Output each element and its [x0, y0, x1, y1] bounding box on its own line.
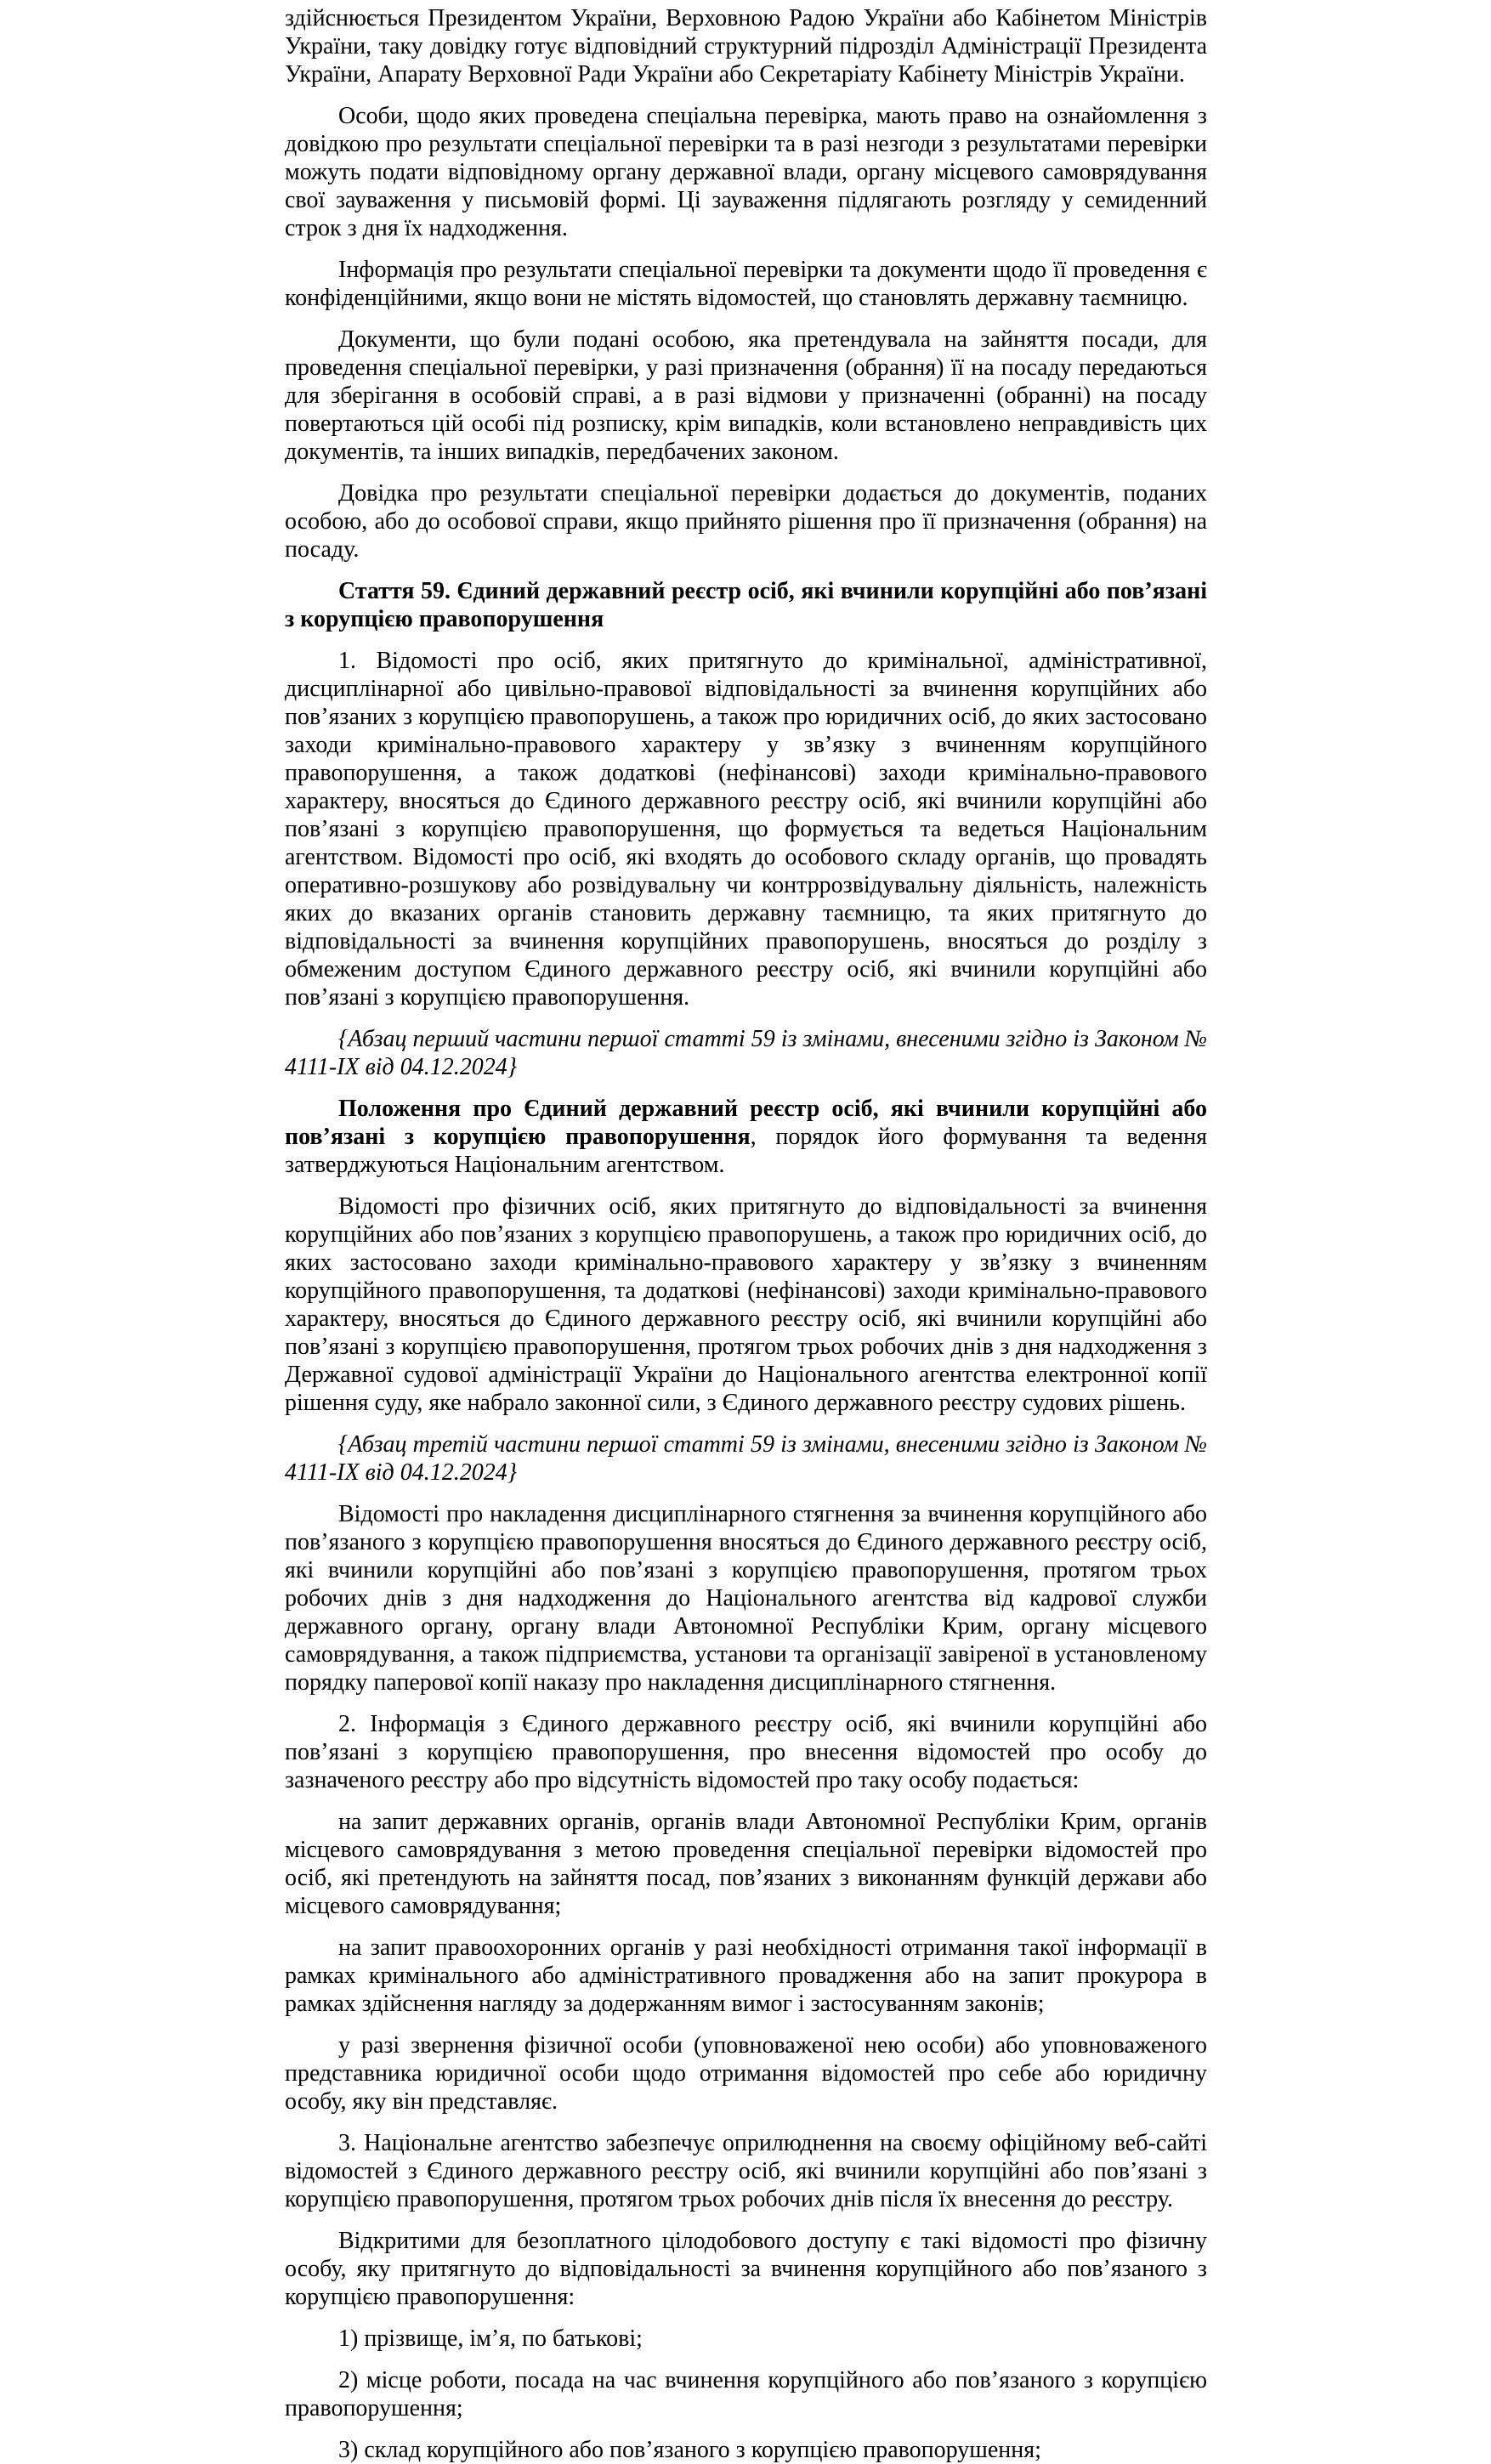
paragraph: Довідка про результати спеціальної перевірки додається до документів, поданих особою, або до особової справи, якщо прийнято рішення про її призначення (обрання) на посаду.: [285, 480, 1207, 563]
list-item: 3) склад корупційного або пов’язаного з корупцією правопорушення;: [338, 2437, 1041, 2463]
article-number: Стаття 59.: [338, 578, 451, 604]
paragraph: Відкритими для безоплатного цілодобового доступу є такі відомості про фізичну особу, яку притягнуто до відповідальності за вчинення корупційного або пов’язаного з корупцією правопорушення:: [285, 2228, 1207, 2310]
paragraph: на запит державних органів, органів влади Автономної Республіки Крим, органів місцевого самоврядування з метою проведення спеціальної перевірки відомостей про осіб, які претендують на зайняття посад, пов’язаних з виконанням функцій держави або місцевого самоврядування;: [285, 1809, 1207, 1919]
paragraph-rest: , порядок його формування та ведення затверджуються Національним агентством.: [285, 1124, 1207, 1178]
paragraph: 1. Відомості про осіб, яких притягнуто до кримінальної, адміністративної, дисциплінарної або цивільно-правової відповідальності за вчинення корупційних або пов’язаних з корупцією правопорушень, а також про юридичних осіб, до яких застосовано заходи кримінально-правового характеру у зв’язку з вчиненням корупційного правопорушення, а також додаткові (нефінансові) заходи кримінально-правового характеру, вносяться до Єдиного державного реєстру осіб, які вчинили корупційні або пов’язані з корупцією правопорушення, що формується та ведеться Національним агентством. Відомості про осіб, які входять до особового складу органів, що провадять оперативно-розшукову або розвідувальну чи контррозвідувальну діяльність, належність яких до вказаних органів становить державну таємницю, та яких притягнуто до відповідальності за вчинення корупційних правопорушень, вносяться до розділу з обмеженим доступом Єдиного державного реєстру осіб, які вчинили корупційні або пов’язані з корупцією правопорушення.: [285, 648, 1207, 1011]
paragraph: Відомості про накладення дисциплінарного стягнення за вчинення корупційного або пов’язаного з корупцією правопорушення вносяться до Єдиного державного реєстру осіб, які вчинили корупційні або пов’язані з корупцією правопорушення, протягом трьох робочих днів з дня надходження до Національного агентства від кадрової служби державного органу, органу влади Автономної Республіки Крим, органу місцевого самоврядування, а також підприємства, установи та організації завіреної в установленому порядку паперової копії наказу про накладення дисциплінарного стягнення.: [285, 1501, 1207, 1696]
paragraph: Відомості про фізичних осіб, яких притягнуто до відповідальності за вчинення корупційних або пов’язаних з корупцією правопорушень, а також про юридичних осіб, до яких застосовано заходи кримінально-правового характеру у зв’язку з вчиненням корупційного правопорушення, та додаткові (нефінансові) заходи кримінально-правового характеру, вносяться до Єдиного державного реєстру осіб, які вчинили корупційні або пов’язані з корупцією правопорушення, протягом трьох робочих днів з дня надходження з Державної судової адміністрації України до Національного агентства електронної копії рішення суду, яке набрало законної сили, з Єдиного державного реєстру судових рішень.: [285, 1193, 1207, 1416]
amendment-note: {Абзац третій частини першої статті 59 із змінами, внесеними згідно із Законом № 4111-IX від 04.12.2024}: [285, 1431, 1207, 1486]
amendment-note: {Абзац перший частини першої статті 59 із змінами, внесеними згідно із Законом № 4111-IX від 04.12.2024}: [285, 1026, 1207, 1080]
paragraph-bold-lead: Положення про Єдиний державний реєстр осіб, які вчинили корупційні або пов’язані з корупцією правопорушення: [285, 1096, 1207, 1150]
article-59-heading: [285, 577, 1207, 633]
paragraph: Особи, щодо яких проведена спеціальна перевірка, мають право на ознайомлення з довідкою про результати спеціальної перевірки та в разі незгоди з результатами перевірки можуть подати відповідному органу державної влади, органу місцевого самоврядування свої зауваження у письмовій формі. Ці зауваження підлягають розгляду у семиденний строк з дня їх надходження.: [285, 103, 1207, 241]
paragraph: 2. Інформація з Єдиного державного реєстру осіб, які вчинили корупційні або пов’язані з корупцією правопорушення, про внесення відомостей про особу до зазначеного реєстру або про відсутність відомостей про таку особу подається:: [285, 1711, 1207, 1793]
paragraph: 3. Національне агентство забезпечує оприлюднення на своєму офіційному веб-сайті відомостей з Єдиного державного реєстру осіб, які вчинили корупційні або пов’язані з корупцією правопорушення, протягом трьох робочих днів після їх внесення до реєстру.: [285, 2130, 1207, 2212]
paragraph: на запит правоохоронних органів у разі необхідності отримання такої інформації в рамках кримінального або адміністративного провадження або на запит прокурора в рамках здійснення нагляду за додержанням вимог і застосуванням законів;: [285, 1934, 1207, 2017]
paragraph: у разі звернення фізичної особи (уповноваженої нею особи) або уповноваженого представника юридичної особи щодо отримання відомостей про себе або юридичну особу, яку він представляє.: [285, 2032, 1207, 2115]
paragraph: [285, 1095, 1207, 1179]
article-title: Єдиний державний реєстр осіб, які вчинили корупційні або пов’язані з корупцією правопорушення: [285, 578, 1207, 632]
list-item: 2) місце роботи, посада на час вчинення корупційного або пов’язаного з корупцією правопорушення;: [285, 2367, 1207, 2422]
list-item: 1) прізвище, ім’я, по батькові;: [338, 2325, 643, 2352]
paragraph-continuation: здійснюється Президентом України, Верховною Радою України або Кабінетом Міністрів України, таку довідку готує відповідний структурний підрозділ Адміністрації Президента України, Апарату Верховної Ради України або Секретаріату Кабінету Міністрів України.: [285, 5, 1207, 88]
paragraph: Інформація про результати спеціальної перевірки та документи щодо її проведення є конфіденційними, якщо вони не містять відомостей, що становлять державну таємницю.: [285, 257, 1207, 311]
paragraph: Документи, що були подані особою, яка претендувала на зайняття посади, для проведення спеціальної перевірки, у разі призначення (обрання) її на посаду передаються для зберігання в особовій справі, а в разі відмови у призначенні (обранні) на посаду повертаються цій особі під розписку, крім випадків, коли встановлено неправдивість цих документів, та інших випадків, передбачених законом.: [285, 326, 1207, 465]
